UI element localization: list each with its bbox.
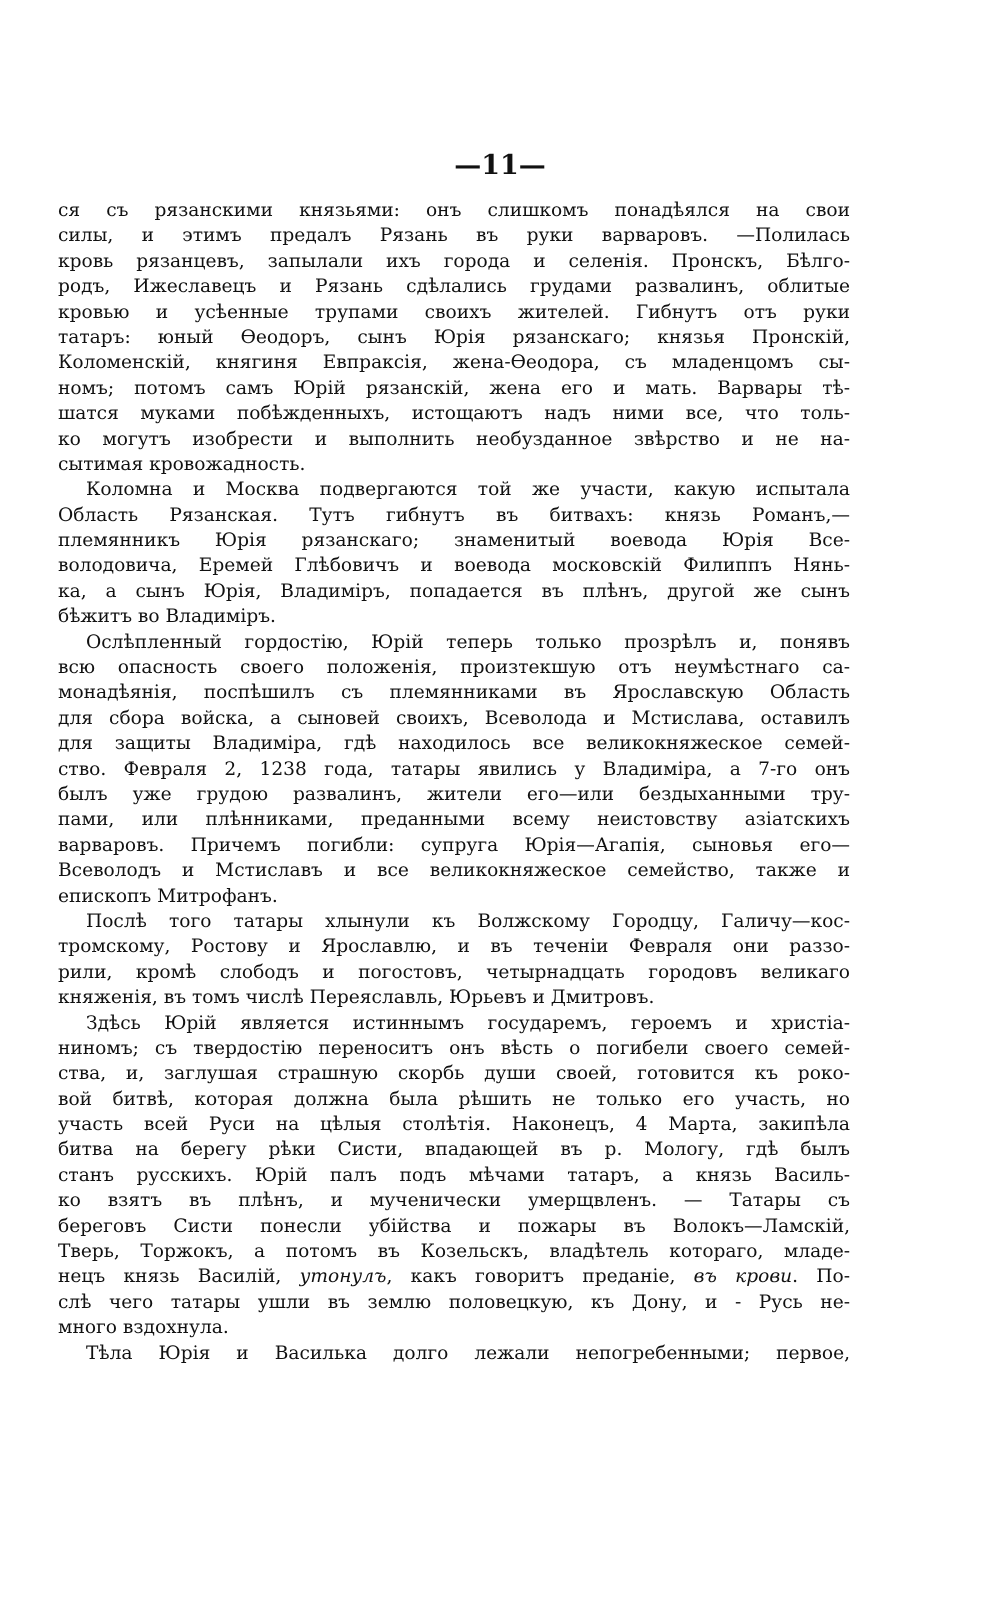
page-number: —11— xyxy=(454,150,546,181)
text-line: много вздохнула. xyxy=(58,1317,229,1339)
text-line: Коломенскій, княгиня Евпраксія, жена-Ѳеодора, съ младенцомъ сы- xyxy=(58,352,850,374)
text-line: береговъ Систи понесли убійства и пожары въ Волокъ—Ламскій, xyxy=(58,1215,850,1237)
text-line: ко могутъ изобрести и выполнить необузданное звѣрство и не на- xyxy=(58,428,850,450)
paragraph xyxy=(58,909,850,1011)
text-line: станъ русскихъ. Юрій палъ подъ мѣчами татаръ, а князь Василь- xyxy=(58,1164,850,1186)
text-line: епископъ Митрофанъ. xyxy=(58,885,278,907)
body-text xyxy=(58,198,850,1366)
text-line: вой битвѣ, которая должна была рѣшить не только его участь, но xyxy=(58,1088,850,1110)
text-line: слѣ чего татары ушли въ землю половецкую, къ Дону, и - Русь не- xyxy=(58,1291,850,1313)
text-line: Ослѣпленный гордостію, Юрій теперь только прозрѣлъ и, понявъ xyxy=(86,631,850,653)
text-line: ства, и, заглушая страшную скорбь души своей, готовится къ роко- xyxy=(58,1063,850,1085)
text-line: ниномъ; съ твердостію переноситъ онъ вѣсть о погибели своего семей- xyxy=(58,1037,850,1059)
text-line: для защиты Владиміра, гдѣ находилось все великокняжеское семей- xyxy=(58,733,850,755)
text-line: Область Рязанская. Тутъ гибнутъ въ битвахъ: князь Романъ,— xyxy=(58,504,850,526)
paragraph xyxy=(58,630,850,909)
text-line: сытимая кровожадность. xyxy=(58,453,306,475)
text-line: княженія, въ томъ числѣ Переяславль, Юрьевъ и Дмитровъ. xyxy=(58,987,655,1009)
text-line: участь всей Руси на цѣлыя столѣтія. Наконецъ, 4 Марта, закипѣла xyxy=(58,1114,850,1136)
text-line: Всеволодъ и Мстиславъ и все великокняжеское семейство, также и xyxy=(58,860,850,882)
text-line: племянникъ Юрія рязанскаго; знаменитый воевода Юрія Все- xyxy=(58,530,850,552)
text-line: силы, и этимъ предалъ Рязань въ руки варваровъ. —Полилась xyxy=(58,225,850,247)
text-line: Коломна и Москва подвергаются той же участи, какую испытала xyxy=(86,479,850,501)
text-line: родъ, Ижеславецъ и Рязань сдѣлались грудами развалинъ, облитые xyxy=(58,276,850,298)
text-line: шатся муками побѣжденныхъ, истощаютъ надъ ними все, что толь- xyxy=(58,403,850,425)
text-line: кровью и усѣенные трупами своихъ жителей. Гибнутъ отъ руки xyxy=(58,301,850,323)
text-line: монадѣянія, поспѣшилъ съ племянниками въ Ярославскую Область xyxy=(58,682,850,704)
text-line: Здѣсь Юрій является истиннымъ государемъ, героемъ и христіа- xyxy=(86,1012,850,1034)
text-line: бѣжитъ во Владиміръ. xyxy=(58,606,276,628)
text-line: варваровъ. Причемъ погибли: супруга Юрія—Агапія, сыновья его— xyxy=(58,834,850,856)
text-line: Тѣла Юрія и Василька долго лежали непогребенными; первое, xyxy=(86,1342,850,1364)
paragraph xyxy=(58,1011,850,1341)
paragraph xyxy=(58,1341,850,1366)
text-line: всю опасность своего положенія, произтекшую отъ неумѣстнаго са- xyxy=(58,657,850,679)
text-line: нецъ князь Василій, утонулъ, какъ говоритъ преданіе, въ крови. По- xyxy=(58,1266,850,1288)
text-line: для сбора войска, а сыновей своихъ, Всеволода и Мстислава, оставилъ xyxy=(58,707,850,729)
text-line: битва на берегу рѣки Систи, впадающей въ р. Мологу, гдѣ былъ xyxy=(58,1139,850,1161)
text-line: тромскому, Ростову и Ярославлю, и въ теченіи Февраля они раззо- xyxy=(58,936,850,958)
text-line: Тверь, Торжокъ, а потомъ въ Козельскъ, владѣтель котораго, младе- xyxy=(58,1241,850,1263)
text-line: кровь рязанцевъ, запылали ихъ города и селенія. Пронскъ, Бѣлго- xyxy=(58,250,850,272)
text-line: володовича, Еремей Глѣбовичъ и воевода московскій Филиппъ Нянь- xyxy=(58,555,850,577)
text-line: былъ уже грудою развалинъ, жители его—или бездыханными тру- xyxy=(58,783,850,805)
text-line: номъ; потомъ самъ Юрій рязанскій, жена его и мать. Варвары тѣ- xyxy=(58,377,850,399)
text-line: ко взятъ въ плѣнъ, и мученически умерщвленъ. — Татары съ xyxy=(58,1190,850,1212)
text-line: ся съ рязанскими князьями: онъ слишкомъ понадѣялся на свои xyxy=(58,200,850,221)
text-line: рили, кромѣ слободъ и погостовъ, четырнадцать городовъ великаго xyxy=(58,961,850,983)
text-line: татаръ: юный Ѳеодоръ, сынъ Юрія рязанскаго; князья Пронскій, xyxy=(58,326,850,348)
paragraph xyxy=(58,198,850,477)
text-line: пами, или плѣнниками, преданными всему неистовству азіатскихъ xyxy=(58,809,850,831)
text-line: ка, а сынъ Юрія, Владиміръ, попадается въ плѣнъ, другой же сынъ xyxy=(58,580,850,602)
paragraph xyxy=(58,477,850,629)
text-line: ство. Февраля 2, 1238 года, татары явились у Владиміра, а 7-го онъ xyxy=(58,758,850,780)
text-line: Послѣ того татары хлынули къ Волжскому Городцу, Галичу—кос- xyxy=(86,910,850,932)
